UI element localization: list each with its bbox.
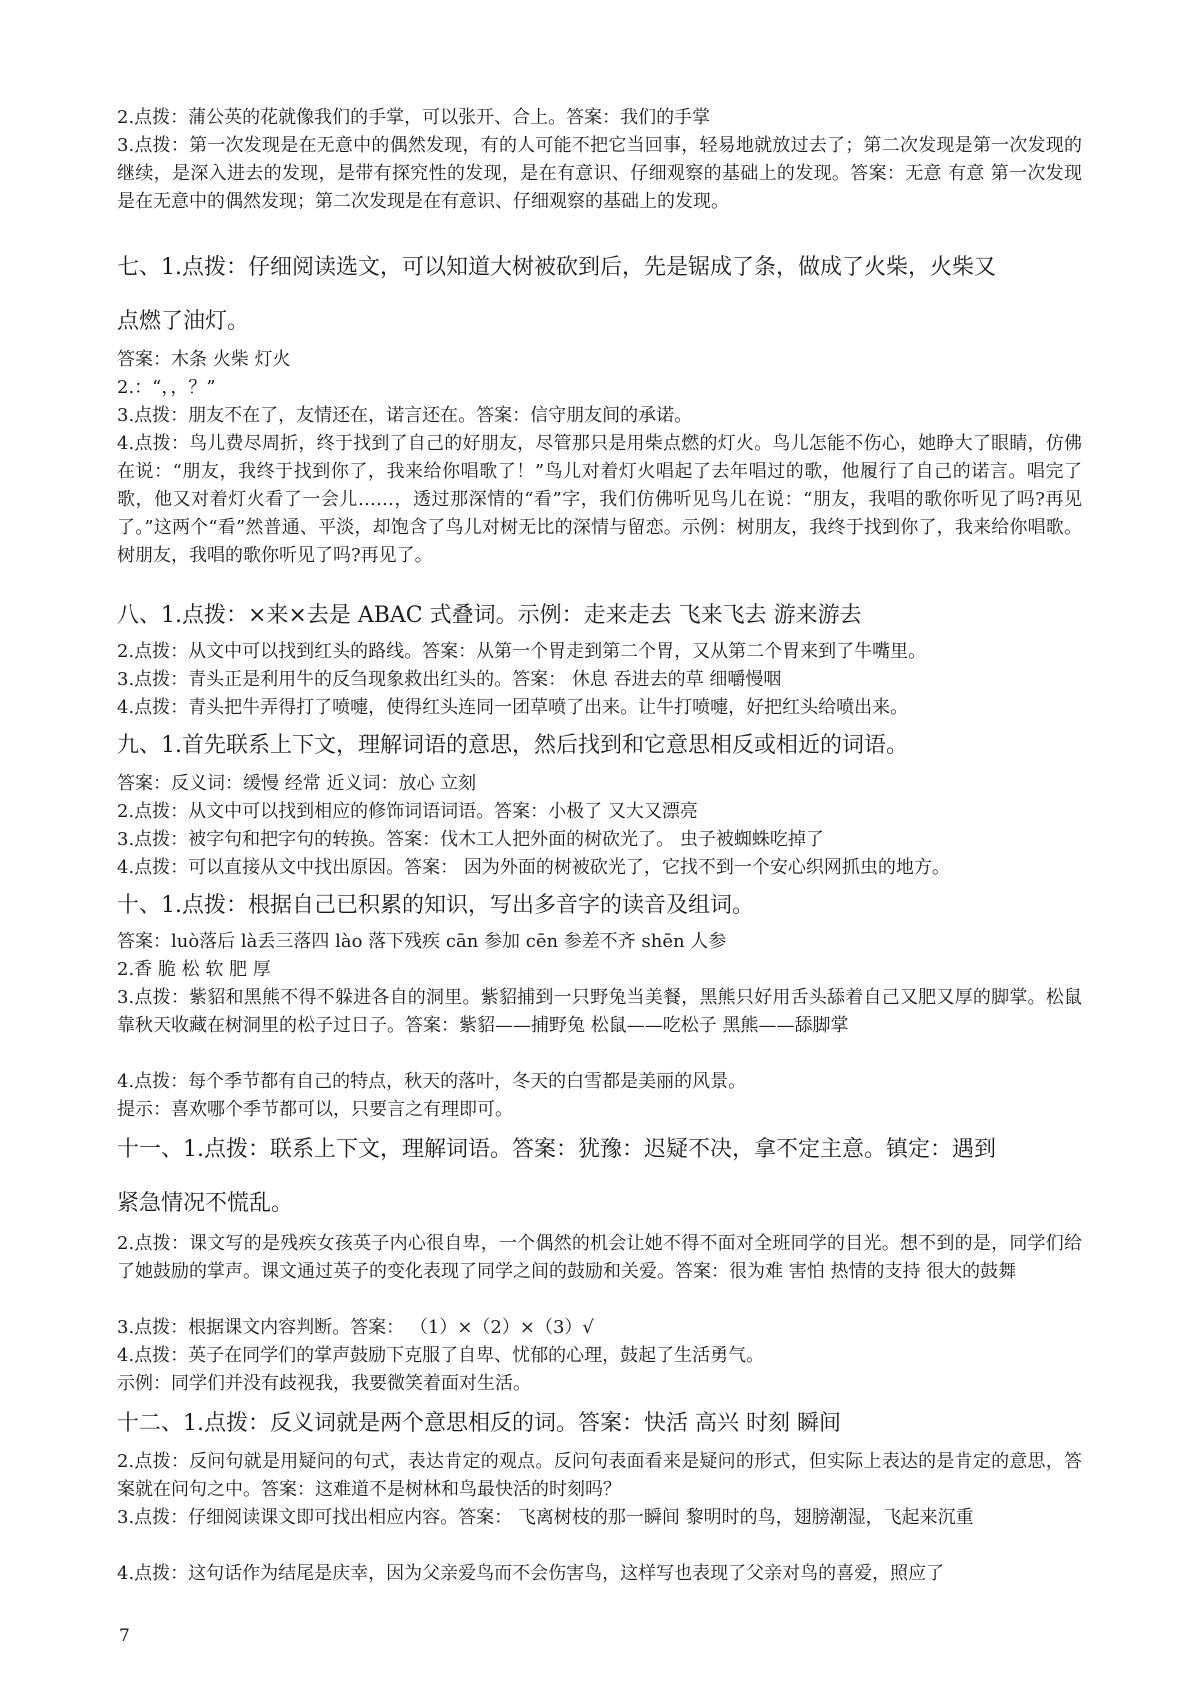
paragraph: 提示：喜欢哪个季节都可以，只要言之有理即可。	[117, 1099, 513, 1120]
paragraph: 2.点拨：课文写的是残疾女孩英子内心很自卑，一个偶然的机会让她不得不面对全班同学的目光。想不到的是，同学们给了她鼓励的掌声。课文通过英子的变化表现了同学之间的鼓励和关爱。答案：很为难 害怕 热情的支持 很大的鼓舞	[117, 1233, 1082, 1282]
paragraph: 答案：木条 火柴 灯火	[117, 349, 291, 370]
paragraph: 2.点拨：蒲公英的花就像我们的手掌，可以张开、合上。答案：我们的手掌	[117, 107, 711, 128]
paragraph: 3.点拨：第一次发现是在无意中的偶然发现，有的人可能不把它当回事，轻易地就放过去了；第二次发现是第一次发现的继续，是深入进去的发现，是带有探究性的发现，是在有意识、仔细观察的基础上的发现。答案：无意 有意 第一次发现是在无意中的偶然发现；第二次发现是在有意识、仔细观察的基础上的发现。	[117, 135, 1082, 212]
paragraph: 2.香 脆 松 软 肥 厚	[117, 959, 271, 980]
section-heading: 十一、1.点拨：联系上下文，理解词语。答案：犹豫：迟疑不决，拿不定主意。镇定：遇到	[117, 1137, 996, 1162]
paragraph: 示例：同学们并没有歧视我，我要微笑着面对生活。	[117, 1373, 531, 1394]
paragraph: 4.点拨：可以直接从文中找出原因。答案： 因为外面的树被砍光了，它找不到一个安心织网抓虫的地方。	[117, 857, 950, 878]
paragraph: 2.点拨：从文中可以找到红头的路线。答案：从第一个胃走到第二个胃，又从第二个胃来到了牛嘴里。	[117, 641, 927, 662]
paragraph: 3.点拨：被字句和把字句的转换。答案：伐木工人把外面的树砍光了。 虫子被蜘蛛吃掉了	[117, 829, 824, 850]
paragraph: 点燃了油灯。	[117, 309, 250, 334]
section-heading: 十二、1.点拨：反义词就是两个意思相反的词。答案：快活 高兴 时刻 瞬间	[117, 1411, 841, 1436]
paragraph: 紧急情况不慌乱。	[117, 1191, 294, 1216]
paragraph: 3.点拨：紫貂和黑熊不得不躲进各自的洞里。紫貂捕到一只野兔当美餐，黑熊只好用舌头舔着自己又肥又厚的脚掌。松鼠靠秋天收藏在树洞里的松子过日子。答案：紫貂——捕野兔 松鼠——吃松子 黑熊——舔脚掌	[117, 987, 1082, 1036]
paragraph: 4.点拨：每个季节都有自己的特点，秋天的落叶，冬天的白雪都是美丽的风景。	[117, 1071, 747, 1092]
paragraph: 答案：luò落后 là丢三落四 lào 落下残疾 cān 参加 cēn 参差不齐 shēn 人参	[117, 931, 727, 952]
section-heading: 九、1.首先联系上下文，理解词语的意思，然后找到和它意思相反或相近的词语。	[117, 733, 908, 758]
paragraph: 2.点拨：反问句就是用疑问的句式，表达肯定的观点。反问句表面看来是疑问的形式，但实际上表达的是肯定的意思，答案就在问句之中。答案：这难道不是树林和鸟最快活的时刻吗？	[117, 1451, 1082, 1500]
paragraph: 3.点拨：根据课文内容判断。答案： （1）×（2）×（3）√	[117, 1317, 594, 1338]
paragraph: 4.点拨：英子在同学们的掌声鼓励下克服了自卑、忧郁的心理，鼓起了生活勇气。	[117, 1345, 765, 1366]
paragraph: 4.点拨：鸟儿费尽周折，终于找到了自己的好朋友，尽管那只是用柴点燃的灯火。鸟儿怎能不伤心，她睁大了眼睛，仿佛在说：“朋友，我终于找到你了，我来给你唱歌了！”鸟儿对着灯火唱起了去年唱过的歌，他履行了自己的诺言。唱完了歌，他又对着灯火看了一会儿……，透过那深情的“看”字，我们仿佛听见鸟儿在说：“朋友，我唱的歌你听见了吗?再见了。”这两个“看”然普通、平淡，却饱含了鸟儿对树无比的深情与留恋。示例：树朋友，我终于找到你了，我来给你唱歌。 树朋友，我唱的歌你听见了吗?再见了。	[117, 433, 1082, 566]
paragraph: 2.：“，，？”	[117, 377, 216, 398]
section-heading: 八、1.点拨：×来×去是 ABAC 式叠词。示例：走来走去 飞来飞去 游来游去	[117, 603, 862, 628]
section-heading: 七、1.点拨：仔细阅读选文，可以知道大树被砍到后，先是锯成了条，做成了火柴，火柴又	[117, 255, 996, 280]
paragraph: 4.点拨：这句话作为结尾是庆幸，因为父亲爱鸟而不会伤害鸟，这样写也表现了父亲对鸟的喜爱，照应了	[117, 1563, 945, 1584]
section-heading: 十、1.点拨：根据自己已积累的知识，写出多音字的读音及组词。	[117, 893, 754, 918]
paragraph: 2.点拨：从文中可以找到相应的修饰词语词语。答案：小极了 又大又漂亮	[117, 801, 698, 822]
paragraph: 3.点拨：仔细阅读课文即可找出相应内容。答案： 飞离树枝的那一瞬间 黎明时的鸟，翅膀潮湿，飞起来沉重	[117, 1507, 974, 1528]
paragraph: 3.点拨：青头正是利用牛的反刍现象救出红头的。答案： 休息 吞进去的草 细嚼慢咽	[117, 669, 782, 690]
page-number: 7	[119, 1626, 130, 1646]
paragraph: 答案：反义词：缓慢 经常 近义词：放心 立刻	[117, 773, 477, 794]
paragraph: 3.点拨：朋友不在了，友情还在，诺言还在。答案：信守朋友间的承诺。	[117, 405, 693, 426]
paragraph: 4.点拨：青头把牛弄得打了喷嚏，使得红头连同一团草喷了出来。让牛打喷嚏，好把红头给喷出来。	[117, 697, 909, 718]
